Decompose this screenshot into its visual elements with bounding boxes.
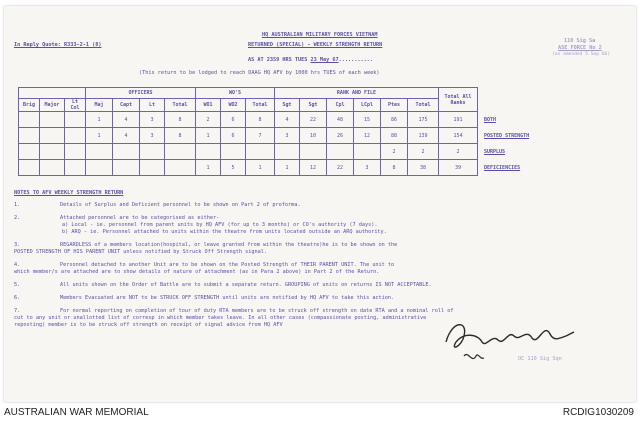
- row-label: BOTH: [484, 116, 497, 123]
- table-cell: 4: [113, 128, 140, 144]
- lodgement-note: (This return to be lodged to reach DAAG HQ AFV by 1000 hrs TUES of each week): [139, 70, 380, 76]
- table-cell: [65, 128, 86, 144]
- table-cell: 7: [246, 128, 275, 144]
- table-cell: 1: [196, 160, 221, 176]
- column-header: Capt: [113, 99, 140, 112]
- table-cell: 2: [439, 144, 478, 160]
- row-label: SURPLUS: [484, 148, 506, 155]
- note-line: a) Local - ie. personnel from parent units by HQ AFV (for up to 3 months) or CO's authority (7 days).: [62, 222, 378, 228]
- table-cell: 3: [140, 128, 165, 144]
- table-cell: [19, 112, 40, 128]
- as-at-label: AS AT 2359 HRS TUES: [248, 57, 308, 63]
- table-cell: 2: [381, 144, 408, 160]
- note-line: reposting) member is to be struck off strength on receipt of signal advice from HQ AFV: [14, 322, 283, 328]
- note-line: which member/s are attached are to show details of nature of attachment (as in Para 2 above) in Part 2 of the Return.: [14, 269, 380, 275]
- as-at-date: 23 May 67: [310, 57, 339, 63]
- note-number: 5.: [14, 282, 21, 288]
- table-cell: [113, 160, 140, 176]
- table-cell: [165, 144, 196, 160]
- table-cell: 4: [113, 112, 140, 128]
- column-header: Total: [165, 99, 196, 112]
- table-cell: 139: [408, 128, 439, 144]
- table-cell: [86, 144, 113, 160]
- table-cell: 88: [381, 128, 408, 144]
- column-header: Maj: [86, 99, 113, 112]
- table-cell: [19, 144, 40, 160]
- note-line: Details of Surplus and Deficient personnel to be shown on Part 2 of proforma.: [60, 202, 301, 208]
- column-header: WO2: [221, 99, 246, 112]
- table-cell: 1: [275, 160, 300, 176]
- table-cell: 48: [327, 112, 354, 128]
- table-cell: [354, 144, 381, 160]
- table-row: [19, 160, 599, 176]
- table-cell: 8: [165, 112, 196, 128]
- unit-title: HQ AUSTRALIAN MILITARY FORCES VIETNAM: [262, 32, 378, 38]
- total-all-ranks-header: Total All Ranks: [439, 88, 478, 112]
- as-at-line: [248, 57, 373, 63]
- note-number: 3.: [14, 242, 21, 248]
- table-cell: 1: [246, 160, 275, 176]
- as-at-dots: ...........: [338, 57, 373, 63]
- return-title: RETURNED (SPECIAL) - WEEKLY STRENGTH RETURN: [248, 42, 383, 48]
- table-cell: 10: [300, 128, 327, 144]
- table-cell: 12: [354, 128, 381, 144]
- table-cell: 154: [439, 128, 478, 144]
- table-cell: 8: [381, 160, 408, 176]
- column-header: WO1: [196, 99, 221, 112]
- footer-left: AUSTRALIAN WAR MEMORIAL: [4, 407, 149, 418]
- column-header: Sgt: [300, 99, 327, 112]
- note-number: 4.: [14, 262, 21, 268]
- top-right-line-2: ASE FORCE No 2: [558, 45, 602, 51]
- table-cell: 3: [140, 112, 165, 128]
- table-cell: 22: [327, 160, 354, 176]
- table-cell: 191: [439, 112, 478, 128]
- table-cell: [65, 144, 86, 160]
- reference-number: In Reply Quote: R333-2-1 (8): [14, 42, 102, 48]
- table-cell: [65, 112, 86, 128]
- table-cell: 1: [86, 112, 113, 128]
- table-cell: 6: [221, 128, 246, 144]
- table-cell: [65, 160, 86, 176]
- table-cell: 5: [221, 160, 246, 176]
- table-cell: 4: [275, 112, 300, 128]
- table-body: [19, 112, 599, 176]
- signature-block: [442, 312, 592, 376]
- table-row: [19, 112, 599, 128]
- table-cell: [86, 160, 113, 176]
- table-cell: 1: [196, 128, 221, 144]
- table-cell: 175: [408, 112, 439, 128]
- column-header: Total: [408, 99, 439, 112]
- note-line: POSTED STRENGTH OF HIS PARENT UNIT unless notified by Struck Off Strength signal.: [14, 249, 267, 255]
- wos-group-header: WO'S: [196, 88, 275, 99]
- table-cell: [300, 144, 327, 160]
- table-cell: [140, 160, 165, 176]
- table-row: [19, 128, 599, 144]
- table-cell: 39: [439, 160, 478, 176]
- table-cell: [140, 144, 165, 160]
- table-cell: 15: [354, 112, 381, 128]
- note-number: 2.: [14, 215, 21, 221]
- note-line: Personnel detached to another Unit are to be shown on the Posted Strength of THEIR PARENT UNIT. The unit to: [60, 262, 395, 268]
- footer-right: RCDIG1030209: [562, 407, 634, 418]
- note-number: 7.: [14, 308, 21, 314]
- column-header: Brig: [19, 99, 40, 112]
- table-cell: [327, 144, 354, 160]
- note-line: All units shown on the Order of Battle are to submit a separate return. GROUPING of units on returns IS NOT ACCEPTABLE.: [60, 282, 432, 288]
- table-cell: [221, 144, 246, 160]
- column-header: Lt Col: [65, 99, 86, 112]
- signature-stamp: OC 110 Sig Sqn: [518, 356, 562, 362]
- note-line: b) ARQ - ie. Personnel attached to units within the theatre from units located outside an ARQ authority.: [62, 229, 387, 235]
- table-cell: [40, 128, 65, 144]
- table-cell: 3: [354, 160, 381, 176]
- table-cell: 2: [196, 112, 221, 128]
- table-cell: 2: [408, 144, 439, 160]
- top-right-line-3: (as amended 5 Sep 66): [552, 52, 611, 57]
- table-cell: [113, 144, 140, 160]
- table-row: [19, 144, 599, 160]
- column-header: Major: [40, 99, 65, 112]
- row-label: POSTED STRENGTH: [484, 132, 530, 139]
- notes-title: NOTES TO AFV WEEKLY STRENGTH RETURN: [14, 190, 124, 196]
- table-cell: [40, 160, 65, 176]
- note-number: 6.: [14, 295, 21, 301]
- table-cell: [19, 128, 40, 144]
- table-cell: 6: [221, 112, 246, 128]
- table-cell: 26: [327, 128, 354, 144]
- table-cell: 86: [381, 112, 408, 128]
- column-header: LCpl: [354, 99, 381, 112]
- note-line: Attached personnel are to be categorised as either-: [60, 215, 220, 221]
- top-right-line-1: 110 Sig Sa: [564, 38, 596, 44]
- note-line: cut to any unit or unallotted list of corresp in which member takes leave. In all other cases (compassionate posting, administrative: [14, 315, 427, 321]
- officers-group-header: OFFICERS: [86, 88, 196, 99]
- note-line: Members Evacuated are NOT to be STRUCK OFF STRENGTH until units are notified by HQ AFV to take this action.: [60, 295, 395, 301]
- blank-group-cell: [19, 88, 86, 99]
- label-column-spacer: [478, 88, 599, 112]
- table-cell: 38: [408, 160, 439, 176]
- table-cell: 8: [165, 128, 196, 144]
- table-group-header-row: [19, 88, 599, 99]
- table-cell: 12: [300, 160, 327, 176]
- table-cell: 1: [86, 128, 113, 144]
- table-cell: [40, 144, 65, 160]
- table-cell: [165, 160, 196, 176]
- note-line: For normal reporting on completion of tour of duty RTA members are to be struck off strength on date RTA and a nominal roll of: [60, 308, 454, 314]
- signature-icon: [442, 312, 592, 372]
- table-cell: 3: [275, 128, 300, 144]
- column-header: Ptes: [381, 99, 408, 112]
- table-cell: [246, 144, 275, 160]
- column-header: Total: [246, 99, 275, 112]
- table-cell: [196, 144, 221, 160]
- note-number: 1.: [14, 202, 21, 208]
- column-header: Cpl: [327, 99, 354, 112]
- column-header: Lt: [140, 99, 165, 112]
- table-cell: [40, 112, 65, 128]
- table-cell: [275, 144, 300, 160]
- column-header: Sgt: [275, 99, 300, 112]
- table-cell: 22: [300, 112, 327, 128]
- table-cell: [19, 160, 40, 176]
- strength-table: [18, 87, 598, 176]
- rank-file-group-header: RANK AND FILE: [275, 88, 439, 99]
- note-line: REGARDLESS of a members location(hospital, or leave granted from within the theatre)he is to be shown on the: [60, 242, 398, 248]
- row-label: DEFICIENCIES: [484, 164, 521, 171]
- document-sheet: [4, 6, 636, 402]
- table-cell: 8: [246, 112, 275, 128]
